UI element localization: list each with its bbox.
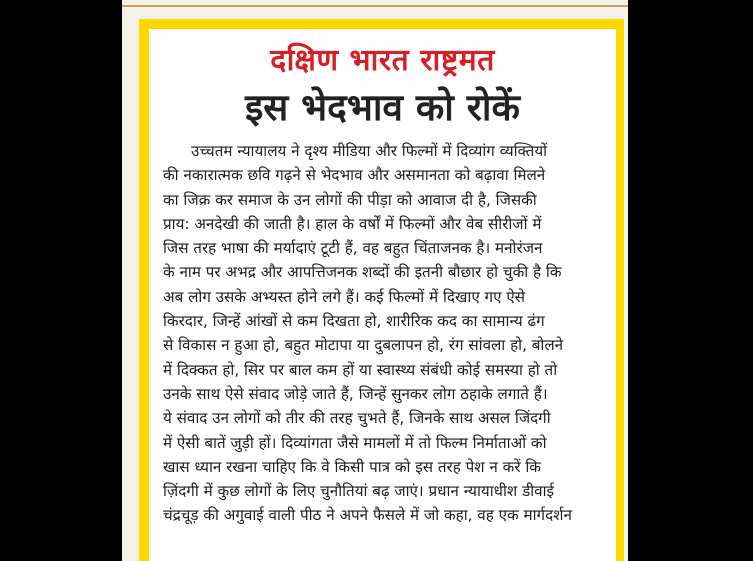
article-line: ज़िंदगी में कुछ लोगों के लिए चुनौतियां बढ़ जाएं। प्रधान न्यायाधीश डीवाई bbox=[163, 482, 554, 501]
article-line: उच्चतम न्यायालय ने दृश्य मीडिया और फिल्मों में दिव्यांग व्यक्तियों bbox=[191, 142, 548, 160]
editorial-clipping bbox=[139, 19, 624, 561]
article-line: किरदार, जिन्हें आंखों से कम दिखता हो, शारीरिक कद का सामान्य ढंग bbox=[163, 312, 545, 331]
article-line: जिस तरह भाषा की मर्यादाएं टूटी हैं, वह बहुत चिंताजनक है। मनोरंजन bbox=[163, 239, 543, 258]
article-line: का जिक्र कर समाज के उन लोगों की पीड़ा को आवाज दी है, जिसकी bbox=[163, 190, 537, 209]
editorial-headline: इस भेदभाव को रोकें bbox=[245, 86, 520, 129]
article-body bbox=[163, 139, 604, 528]
article-line: में ऐसी बातें जुड़ी हों। दिव्यांगता जैसे मामलों में तो फिल्म निर्माताओं को bbox=[163, 433, 547, 452]
article-line: के नाम पर अभद्र और आपत्तिजनक शब्दों की इतनी बौछार हो चुकी है कि bbox=[163, 263, 562, 282]
article-line: में दिक्कत हो, सिर पर बाल कम हों या स्वास्थ्य संबंधी कोई समस्या हो तो bbox=[163, 360, 558, 379]
clipping-content bbox=[149, 29, 616, 561]
page-top-rule bbox=[122, 5, 628, 7]
article-line: उनके साथ ऐसे संवाद जोड़े जाते हैं, जिन्हें सुनकर लोग ठहाके लगाते हैं। bbox=[163, 384, 548, 403]
article-line: खास ध्यान रखना चाहिए कि वे किसी पात्र को इस तरह पेश न करें कि bbox=[163, 457, 541, 476]
article-line: से विकास न हुआ हो, बहुत मोटापा या दुबलापन हो, रंग सांवला हो, बोलने bbox=[163, 336, 564, 355]
article-line: ये संवाद उन लोगों को तीर की तरह चुभते हैं, जिनके साथ असल जिंदगी bbox=[163, 409, 551, 428]
article-line: चंद्रचूड़ की अगुवाई वाली पीठ ने अपने फैसले में जो कहा, वह एक मार्गदर्शन bbox=[163, 506, 572, 525]
article-line: अब लोग उसके अभ्यस्त होने लगे हैं। कई फिल्मों में दिखाए गए ऐसे bbox=[163, 287, 526, 306]
newspaper-masthead: दक्षिण भारत राष्ट्रमत bbox=[270, 43, 495, 78]
article-line: की नकारात्मक छवि गढ़ने से भेदभाव और असमानता को बढ़ावा मिलने bbox=[163, 166, 546, 185]
article-line: प्राय: अनदेखी की जाती है। हाल के वर्षों में फिल्मों और वेब सीरीजों में bbox=[163, 214, 542, 233]
